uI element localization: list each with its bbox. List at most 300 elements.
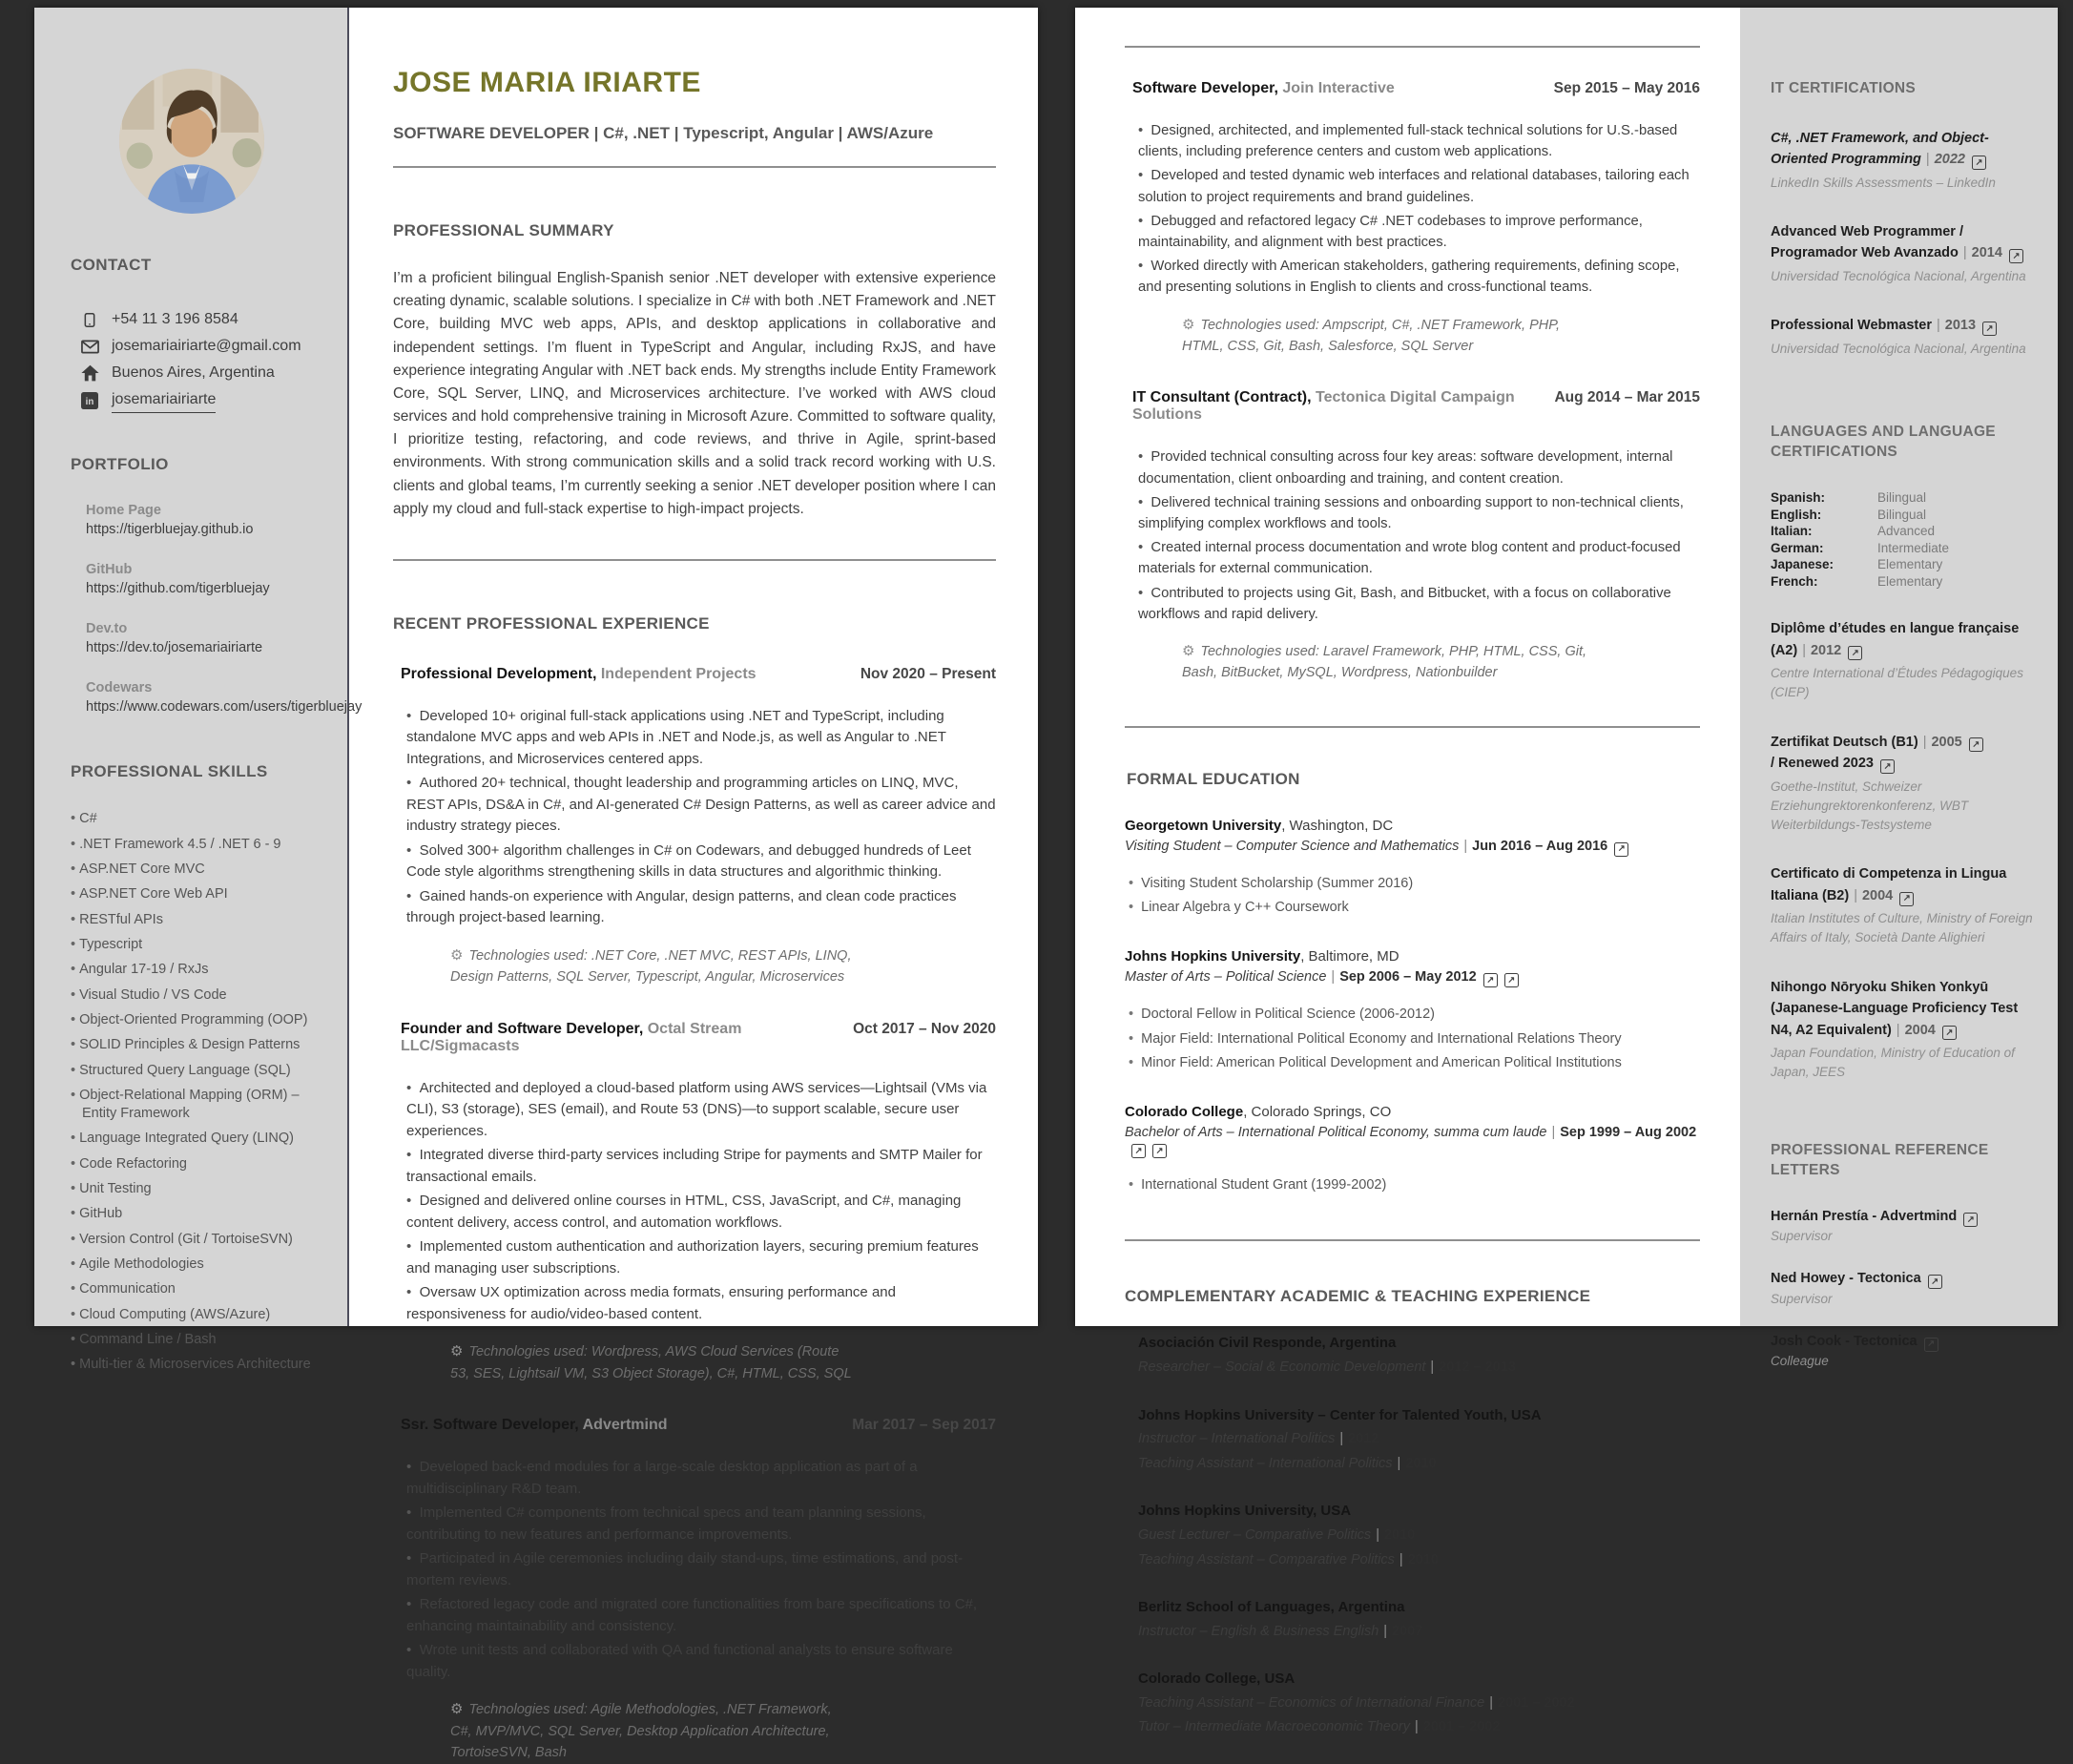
education-bullet: • Linear Algebra y C++ Coursework: [1129, 896, 1700, 920]
skill-item: • GitHub: [71, 1205, 326, 1223]
education-bullet: • International Student Grant (1999-2002): [1129, 1173, 1700, 1197]
education-heading: FORMAL EDUCATION: [1127, 769, 1300, 788]
technologies-text: Technologies used: Laravel Framework, PHP, HTML, CSS, Git, Bash, BitBucket, MySQL, Wordpress, Nationbuilder: [1182, 643, 1587, 681]
external-link-icon[interactable]: [1504, 973, 1519, 987]
skill-item: • Agile Methodologies: [71, 1256, 326, 1274]
certification-entry: [1771, 315, 2033, 359]
job-company: Advertmind: [582, 1417, 668, 1434]
reference-name-line: [1771, 1331, 2033, 1352]
teaching-year: 2012 – 2013: [1439, 1359, 1516, 1376]
teaching-role: Teaching Assistant – Comparative Politics: [1138, 1551, 1395, 1567]
certification-name: Advanced Web Programmer / Programador Web Avanzado: [1771, 223, 1963, 261]
contact-text: josemariairiarte@gmail.com: [112, 338, 301, 354]
job-bullet: • Provided technical consulting across four key areas: software development, internal documentation, client onboarding and training, and content creation.: [1138, 446, 1700, 488]
external-link-icon[interactable]: [1152, 1144, 1167, 1158]
teaching-year: 2001 – 2002: [1498, 1694, 1575, 1711]
job-company: Tectonica Digital Campaign Solutions: [1132, 389, 1515, 424]
linkedin-icon: [80, 392, 99, 409]
reference-entry: [1771, 1331, 2033, 1368]
skills-heading: PROFESSIONAL SKILLS: [71, 762, 268, 781]
portfolio-item: [86, 678, 363, 718]
degree-name: Visiting Student – Computer Science and Mathematics: [1125, 838, 1460, 854]
job-bullet-list: [406, 706, 996, 929]
email-icon: [80, 340, 99, 354]
certification-issuer: LinkedIn Skills Assessments – LinkedIn: [1771, 175, 1996, 190]
portfolio-heading: PORTFOLIO: [71, 455, 169, 473]
skill-item: • ASP.NET Core MVC: [71, 861, 326, 879]
divider: [1125, 46, 1700, 48]
portfolio-item: [86, 560, 326, 600]
job-bullet-list: [1138, 446, 1700, 625]
separator: |: [1896, 1022, 1900, 1038]
certification-entry: [1771, 128, 2033, 193]
education-bullet-list: [1129, 872, 1700, 921]
teaching-entry: [1138, 1597, 1700, 1642]
language-name: Italian:: [1771, 524, 1813, 539]
certification-year: 2022: [1934, 152, 1965, 168]
reference-name: Ned Howey - Tectonica: [1771, 1271, 1921, 1287]
language-name: Japanese:: [1771, 557, 1835, 572]
certification-year: 2012: [1810, 642, 1842, 658]
portfolio-url[interactable]: https://github.com/tigerbluejay: [86, 581, 270, 597]
teaching-organization: Berlitz School of Languages, Argentina: [1138, 1598, 1405, 1615]
teaching-role: Teaching Assistant – International Politics: [1138, 1455, 1393, 1471]
education-list: [1125, 818, 1700, 1198]
languages-heading: LANGUAGES AND LANGUAGE CERTIFICATIONS: [1771, 423, 1996, 461]
separator: |: [1489, 1694, 1494, 1711]
job-dates: Oct 2017 – Nov 2020: [853, 1020, 996, 1037]
certification-year: 2013: [1944, 318, 1977, 334]
certification-issuer: Centre International d’Études Pédagogiques (CIEP): [1771, 666, 2023, 700]
reference-name: Josh Cook - Tectonica: [1771, 1333, 1918, 1349]
job-header: [401, 1021, 996, 1055]
page2-main-column: [1075, 8, 1740, 1735]
certification-entry: [1771, 977, 2033, 1083]
job-bullet-list: [406, 1457, 996, 1683]
portfolio-list: [57, 501, 363, 718]
job-bullet: • Developed back-end modules for a large-scale desktop application as part of a multidisciplinary R&D team.: [406, 1457, 996, 1500]
experience-list-continued: [1125, 80, 1700, 684]
reference-list: [1771, 1206, 2033, 1368]
language-row: [1771, 507, 2033, 524]
portfolio-label: Codewars: [86, 680, 153, 696]
technologies-text: Technologies used: Wordpress, AWS Cloud Services (Route 53, SES, Lightsail VM, S3 Object Storage), C#, HTML, CSS, SQL: [450, 1344, 852, 1381]
education-entry: [1125, 818, 1700, 921]
separator: |: [1922, 734, 1927, 750]
certification-issuer: Universidad Tecnológica Nacional, Argentina: [1771, 341, 2026, 356]
education-school-line: [1125, 1104, 1700, 1120]
page1-main-column: [349, 8, 1038, 1761]
teaching-role-line: [1138, 1428, 1700, 1449]
reference-entry: [1771, 1268, 2033, 1305]
teaching-role-line: [1138, 1453, 1700, 1474]
job-bullet: • Delivered technical training sessions and onboarding support to non-technical clients, simplifying complex workflows and tools.: [1138, 492, 1700, 534]
resume-page-2: [1075, 8, 2058, 1735]
external-link-arrow: ↗: [1851, 648, 1859, 659]
teaching-year: 2010: [1383, 1527, 1416, 1544]
portfolio-item: [86, 619, 326, 659]
language-row: [1771, 540, 2033, 557]
job-dates: Aug 2014 – Mar 2015: [1554, 389, 1700, 406]
portfolio-label: Dev.to: [86, 621, 128, 637]
technologies-line: [1182, 640, 1700, 684]
reference-role: Supervisor: [1771, 1291, 1833, 1306]
teaching-organization: Asociación Civil Responde, Argentina: [1138, 1335, 1397, 1352]
skill-item: • .NET Framework 4.5 / .NET 6 - 9: [71, 836, 326, 854]
complementary-heading: COMPLEMENTARY ACADEMIC & TEACHING EXPERIENCE: [1125, 1287, 1591, 1306]
certification-year: 2004: [1861, 887, 1894, 903]
education-bullet: • Minor Field: American Political Development and American Political Institutions: [1129, 1051, 1700, 1075]
certification-entry: [1771, 618, 2033, 702]
experience-list: [393, 666, 996, 1764]
gear-icon: ⚙: [450, 1343, 464, 1360]
certification-name-line: [1771, 618, 2033, 661]
skill-item: • Cloud Computing (AWS/Azure): [71, 1306, 326, 1324]
certification-name-line: [1771, 128, 2033, 171]
job-bullet: • Designed and delivered online courses in HTML, CSS, JavaScript, and C#, managing content delivery, access control, and automation workflows.: [406, 1191, 996, 1234]
external-link-icon[interactable]: [1972, 156, 1986, 170]
job-bullet: • Developed and tested dynamic web interfaces and relational databases, tailoring each solution to project requirements and brand guidelines.: [1138, 165, 1700, 207]
teaching-role-line: [1138, 1692, 1700, 1713]
external-link-icon[interactable]: [1963, 1213, 1978, 1227]
skill-item: • Multi-tier & Microservices Architecture: [71, 1356, 326, 1374]
separator: |: [1383, 1623, 1388, 1639]
technologies-text: Technologies used: Ampscript, C#, .NET Framework, PHP, HTML, CSS, Git, Bash, Salesforce, SQL Server: [1182, 317, 1561, 354]
external-link-icon[interactable]: [1899, 892, 1914, 906]
contact-item: [80, 387, 326, 413]
teaching-role-line: [1138, 1621, 1700, 1642]
certification-name-line: [1771, 732, 2033, 775]
technologies-line: [450, 944, 996, 988]
experience-heading: RECENT PROFESSIONAL EXPERIENCE: [393, 613, 710, 633]
reference-role: Colleague: [1771, 1354, 1829, 1369]
separator: |: [1463, 838, 1468, 854]
contact-text: +54 11 3 196 8584: [112, 311, 238, 327]
job-bullet: • Oversaw UX optimization across media formats, ensuring performance and responsiveness for audio/video-based content.: [406, 1282, 996, 1325]
separator: |: [1430, 1359, 1435, 1376]
contact-heading: CONTACT: [71, 256, 152, 274]
separator: |: [1415, 1719, 1419, 1735]
teaching-role-line: [1138, 1716, 1700, 1737]
education-degree-line: [1125, 1125, 1700, 1158]
language-level: Intermediate: [1877, 540, 1950, 555]
certification-name: Nihongo Nōryoku Shiken Yonkyū (Japanese-Language Proficiency Test N4, A2 Equivalent): [1771, 979, 2019, 1038]
external-link-arrow: ↗: [1902, 893, 1911, 904]
it-certifications-heading: IT CERTIFICATIONS: [1771, 80, 1917, 96]
portfolio-url[interactable]: https://tigerbluejay.github.io: [86, 522, 254, 538]
external-link-arrow: ↗: [1155, 1145, 1164, 1156]
teaching-year: 2010: [1407, 1551, 1439, 1567]
job-title-group: [1132, 389, 1539, 424]
portfolio-label: Home Page: [86, 503, 161, 518]
education-entry: [1125, 1104, 1700, 1197]
degree-name: Bachelor of Arts – International Political Economy, summa cum laude: [1125, 1125, 1547, 1141]
language-row: [1771, 523, 2033, 540]
job-title-group: [401, 1021, 838, 1055]
job-bullet: • Contributed to projects using Git, Bash, and Bitbucket, with a focus on collaborative workflows and rapid delivery.: [1138, 583, 1700, 625]
external-link-arrow: ↗: [1883, 760, 1892, 772]
portfolio-label: GitHub: [86, 562, 133, 578]
skill-item: • Language Integrated Query (LINQ): [71, 1130, 326, 1148]
external-link-icon[interactable]: [1131, 1144, 1146, 1158]
school-name: Georgetown University: [1125, 817, 1282, 834]
external-link-arrow: ↗: [1486, 974, 1495, 986]
teaching-entry: [1138, 1405, 1700, 1475]
profile-photo: [119, 69, 264, 214]
skill-item: • Command Line / Bash: [71, 1331, 326, 1349]
job-header: [1132, 389, 1700, 424]
school-name: Johns Hopkins University: [1125, 948, 1301, 965]
contact-item: [80, 307, 326, 332]
certification-name: C#, .NET Framework, and Object-Oriented Programming: [1771, 130, 1989, 168]
job-bullet: • Worked directly with American stakeholders, gathering requirements, defining scope, and presenting solutions in English to clients and cross-functional teams.: [1138, 256, 1700, 298]
degree-name: Master of Arts – Political Science: [1125, 969, 1327, 986]
external-link-arrow: ↗: [1507, 974, 1516, 986]
job-header: [1132, 80, 1700, 97]
person-name: JOSE MARIA IRIARTE: [393, 67, 701, 98]
job-title: Founder and Software Developer,: [401, 1020, 648, 1037]
portfolio-item: [86, 501, 326, 541]
external-link-icon[interactable]: [1880, 759, 1895, 774]
certification-year: 2014: [1971, 245, 2002, 261]
language-row: [1771, 489, 2033, 507]
language-level: Elementary: [1877, 573, 1943, 589]
language-certification-list: [1771, 618, 2033, 1082]
education-bullet: • Visiting Student Scholarship (Summer 2016): [1129, 872, 1700, 896]
job-company: Join Interactive: [1282, 80, 1395, 96]
separator: |: [1376, 1527, 1379, 1544]
teaching-year: 2012: [1348, 1431, 1379, 1447]
svg-text:in: in: [85, 396, 94, 407]
education-degree-line: [1125, 839, 1700, 857]
reference-role: Supervisor: [1771, 1229, 1833, 1244]
external-link-icon[interactable]: [1848, 646, 1862, 660]
job-title: Professional Development,: [401, 665, 601, 682]
gear-icon: ⚙: [450, 1701, 464, 1718]
summary-heading: PROFESSIONAL SUMMARY: [393, 221, 614, 239]
external-link-arrow: ↗: [2012, 250, 2021, 261]
job-dates: Mar 2017 – Sep 2017: [852, 1417, 996, 1434]
technologies-line: [450, 1340, 996, 1384]
external-link-arrow: ↗: [1985, 322, 1994, 334]
external-link-arrow: ↗: [1966, 1214, 1975, 1225]
external-link-icon[interactable]: [2009, 249, 2023, 263]
teaching-role: Instructor – English & Business English: [1138, 1623, 1379, 1639]
external-link-icon[interactable]: [1483, 973, 1498, 987]
gear-icon: ⚙: [450, 946, 464, 964]
summary-text: I’m a proficient bilingual English-Spanish senior .NET developer with extensive experience creating dynamic, scalable solutions. I specialize in C# with both .NET Framework and .NET Core, building MVC web apps, APIs, and desktop applications in collaborative and independent settings. I’m fluent in TypeScript and Angular, including RxJS, and have experience integrating Angular with .NET back ends. My strengths include Entity Framework Core, SQL Server, LINQ, and Microservices architecture. I’ve worked with AWS cloud services and hold comprehensive training in Microsoft Azure. Committed to software quality, I prioritize testing, refactoring, and code reviews, and thrive in Agile, sprint-based environments. With strong communication skills and a solid track record working with U.S. clients and global teams, I’m currently seeking a senior .NET developer position where I can apply my cloud and full-stack expertise to high-impact projects.: [393, 270, 996, 517]
skill-item: • Visual Studio / VS Code: [71, 986, 326, 1005]
education-school-line: [1125, 818, 1700, 834]
job-entry: [1125, 80, 1700, 357]
certification-issuer: Universidad Tecnológica Nacional, Argentina: [1771, 268, 2026, 283]
skill-item: • Object-Oriented Programming (OOP): [71, 1011, 326, 1029]
teaching-entry: [1138, 1333, 1700, 1378]
portfolio-url[interactable]: https://www.codewars.com/users/tigerbluejay: [86, 699, 363, 716]
resume-page-1: [34, 8, 1038, 1761]
job-bullet: • Solved 300+ algorithm challenges in C# on Codewars, and debugged hundreds of Leet Code style algorithms strengthening skills in data structures and algorithmic thinking.: [406, 840, 996, 883]
divider: [1125, 726, 1700, 728]
teaching-role: Instructor – International Politics: [1138, 1431, 1336, 1447]
separator: |: [1854, 887, 1857, 903]
left-sidebar: [34, 8, 363, 1373]
divider: [1125, 1239, 1700, 1241]
profile-photo-illustration: [119, 69, 264, 214]
certification-extra: / Renewed 2023: [1771, 756, 1874, 772]
external-link-icon[interactable]: [1928, 1275, 1942, 1289]
education-bullet-list: [1129, 1003, 1700, 1075]
education-bullet: • Doctoral Fellow in Political Science (2006-2012): [1129, 1003, 1700, 1027]
contact-text: Buenos Aires, Argentina: [112, 364, 275, 381]
separator: |: [1936, 318, 1940, 334]
right-sidebar: [1740, 8, 2058, 1369]
language-level: Bilingual: [1877, 490, 1927, 506]
separator: |: [1399, 1551, 1403, 1567]
external-link-icon[interactable]: [1942, 1026, 1957, 1040]
job-bullet: • Gained hands-on experience with Angular, design patterns, and clean code practices through project-based learning.: [406, 886, 996, 929]
technologies-text: Technologies used: .NET Core, .NET MVC, REST APIs, LINQ, Design Patterns, SQL Server, Typescript, Angular, Microservices: [450, 947, 852, 986]
teaching-role: Tutor – Intermediate Macroeconomic Theory: [1138, 1719, 1411, 1735]
job-entry: [393, 666, 996, 988]
job-bullet: • Implemented C# components from technical specs and team planning sessions, contributing to new features and performance improvements.: [406, 1503, 996, 1546]
skill-item: • Angular 17-19 / RxJs: [71, 961, 326, 979]
certification-issuer: Italian Institutes of Culture, Ministry of Foreign Affairs of Italy, Società Dante Alighieri: [1771, 911, 2033, 945]
job-company: Octal Stream LLC/Sigmacasts: [401, 1020, 742, 1054]
job-title: Software Developer,: [1132, 80, 1283, 96]
person-title: SOFTWARE DEVELOPER | C#, .NET | Typescript, Angular | AWS/Azure: [393, 124, 934, 142]
language-row: [1771, 573, 2033, 591]
certification-year: 2005: [1931, 734, 1962, 750]
teaching-year: 2001 – 2002: [1422, 1719, 1501, 1735]
certification-name-line: [1771, 863, 2033, 906]
teaching-organization: Johns Hopkins University – Center for Talented Youth, USA: [1138, 1406, 1542, 1423]
job-bullet-list: [1138, 120, 1700, 299]
certification-entry: [1771, 863, 2033, 947]
skill-item: • Version Control (Git / TortoiseSVN): [71, 1231, 326, 1249]
external-link-icon[interactable]: [1924, 1338, 1938, 1352]
job-entry: [393, 1021, 996, 1384]
education-entry: [1125, 948, 1700, 1075]
certification-entry: [1771, 732, 2033, 836]
teaching-organization: Colorado College, USA: [1138, 1671, 1296, 1688]
school-location: , Washington, DC: [1281, 817, 1394, 834]
gear-icon: ⚙: [1182, 642, 1195, 659]
school-location: , Baltimore, MD: [1300, 948, 1399, 965]
language-name: German:: [1771, 540, 1824, 555]
separator: |: [1551, 1125, 1556, 1141]
complementary-list: [1125, 1333, 1700, 1738]
job-bullet: • Debugged and refactored legacy C# .NET codebases to improve performance, maintainability, and alignment with best practices.: [1138, 211, 1700, 253]
references-heading: PROFESSIONAL REFERENCE LETTERS: [1771, 1141, 1989, 1179]
technologies-line: [450, 1698, 996, 1763]
job-bullet: • Refactored legacy code and migrated core functionalities from bare specifications to C#, enhancing maintainability and consistency.: [406, 1594, 996, 1637]
education-degree-line: [1125, 969, 1700, 987]
skill-item: • C#: [71, 810, 326, 828]
external-link-arrow: ↗: [1617, 843, 1626, 855]
certification-year: 2004: [1904, 1022, 1936, 1038]
it-certification-list: [1771, 128, 2033, 359]
job-bullet: • Participated in Agile ceremonies including daily stand-ups, time estimations, and post-mortem reviews.: [406, 1548, 996, 1591]
separator: |: [1962, 245, 1967, 261]
job-bullet: • Authored 20+ technical, thought leadership and programming articles on LINQ, MVC, REST APIs, DS&A in C#, and AI-generated C# Design Patterns, as well as career advice and industry strategy pieces.: [406, 773, 996, 838]
language-level: Bilingual: [1877, 507, 1927, 522]
home-icon: [80, 364, 99, 382]
job-header: [401, 666, 996, 683]
certification-issuer: Goethe-Institut, Schweizer Erziehungrektorenkonferenz, WBT Weiterbildungs-Testsysteme: [1771, 778, 1969, 833]
job-bullet-list: [406, 1078, 996, 1326]
job-bullet: • Designed, architected, and implemented full-stack technical solutions for U.S.-based clients, including preference centers and custom web applications.: [1138, 120, 1700, 162]
certification-name: Professional Webmaster: [1771, 318, 1932, 334]
separator: |: [1925, 152, 1930, 168]
skills-list: [71, 810, 326, 1374]
job-header: [401, 1417, 996, 1434]
teaching-entry: [1138, 1501, 1700, 1570]
teaching-year: 2007: [1392, 1623, 1423, 1639]
job-bullet: • Wrote unit tests and collaborated with QA and functional analysts to ensure software quality.: [406, 1640, 996, 1683]
skill-item: • ASP.NET Core Web API: [71, 885, 326, 903]
job-bullet: • Created internal process documentation and wrote blog content and product-focused materials for external communication.: [1138, 537, 1700, 579]
external-link-arrow: ↗: [1975, 156, 1983, 168]
language-name: English:: [1771, 507, 1822, 522]
external-link-icon[interactable]: [1982, 322, 1997, 336]
certification-name-line: [1771, 315, 2033, 336]
technologies-line: [1182, 314, 1700, 358]
certification-name: Certificato di Competenza in Lingua Italiana (B2): [1771, 866, 2007, 903]
teaching-role: Teaching Assistant – Economics of International Finance: [1138, 1694, 1485, 1711]
skill-item: • Unit Testing: [71, 1180, 326, 1198]
skill-item: • SOLID Principles & Design Patterns: [71, 1036, 326, 1054]
job-title-group: [401, 1417, 668, 1434]
job-bullet: • Integrated diverse third-party services including Stripe for payments and SMTP Mailer for transactional emails.: [406, 1145, 996, 1188]
contact-text[interactable]: josemariairiarte: [112, 387, 216, 413]
education-school-line: [1125, 948, 1700, 965]
reference-entry: [1771, 1206, 2033, 1243]
language-name: Spanish:: [1771, 490, 1826, 506]
teaching-year: 2010: [1405, 1455, 1437, 1471]
portfolio-url[interactable]: https://dev.to/josemariairiarte: [86, 640, 263, 656]
skill-item: • Typescript: [71, 936, 326, 954]
skill-item: • Code Refactoring: [71, 1155, 326, 1173]
external-link-arrow: ↗: [1945, 1027, 1954, 1039]
external-link-arrow: ↗: [1927, 1339, 1936, 1350]
school-location: , Colorado Springs, CO: [1243, 1104, 1392, 1121]
contact-item: [80, 361, 326, 385]
separator: |: [1331, 969, 1336, 986]
job-entry: [393, 1417, 996, 1763]
degree-dates: Sep 2006 – May 2012: [1339, 969, 1477, 986]
skill-item: • Object-Relational Mapping (ORM) – Entity Framework: [71, 1087, 326, 1123]
separator: |: [1397, 1455, 1401, 1471]
reference-name: Hernán Prestía - Advertmind: [1771, 1209, 1958, 1224]
reference-name-line: [1771, 1268, 2033, 1289]
job-bullet: • Implemented custom authentication and authorization layers, securing premium features and managing user subscriptions.: [406, 1236, 996, 1279]
job-company: Independent Projects: [600, 665, 757, 682]
certification-issuer: Japan Foundation, Ministry of Education of Japan, JEES: [1771, 1046, 2015, 1080]
job-dates: Nov 2020 – Present: [860, 665, 996, 682]
skill-item: • RESTful APIs: [71, 911, 326, 929]
reference-name-line: [1771, 1206, 2033, 1227]
certification-name-line: [1771, 221, 2033, 264]
external-link-arrow: ↗: [1972, 739, 1980, 751]
language-row: [1771, 556, 2033, 573]
separator: |: [1339, 1431, 1344, 1447]
divider: [393, 559, 996, 561]
education-bullet: • Major Field: International Political Economy and International Relations Theory: [1129, 1027, 1700, 1051]
language-name: French:: [1771, 573, 1818, 589]
external-link-icon[interactable]: [1969, 737, 1983, 752]
external-link-icon[interactable]: [1614, 842, 1628, 857]
job-entry: [1125, 389, 1700, 683]
